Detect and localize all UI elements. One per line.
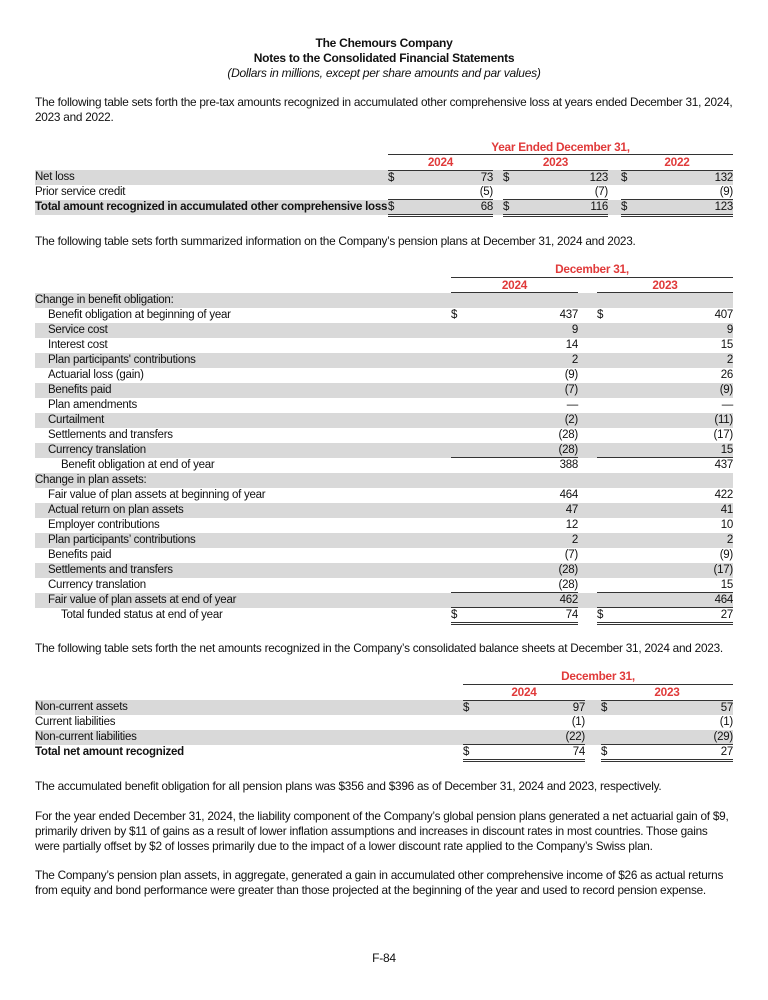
table-row <box>35 353 733 368</box>
value-cell-2023: — <box>721 399 733 411</box>
row-label: Non-current liabilities <box>35 731 137 743</box>
table-row <box>35 383 733 398</box>
value-cell-2023: (11) <box>714 414 733 426</box>
table-row <box>35 413 733 428</box>
value-cell-2023: (9) <box>719 549 733 561</box>
value-cell-2023: 15 <box>597 443 733 458</box>
value-cell-2023: 422 <box>714 489 733 501</box>
aoci-year-2023: 2023 <box>542 155 569 169</box>
value-cell-2023: $ 27 <box>597 608 733 625</box>
row-label: Benefit obligation at beginning of year <box>48 309 231 321</box>
value-cell-2024: (28) <box>558 564 578 576</box>
row-label: Settlements and transfers <box>48 429 173 441</box>
table-row <box>35 593 733 608</box>
page-title: Notes to the Consolidated Financial Statements <box>253 51 515 65</box>
row-label: Current liabilities <box>35 716 116 728</box>
row-label: Benefits paid <box>48 384 112 396</box>
value-cell-2024: 388 <box>559 459 578 471</box>
divider <box>463 684 733 685</box>
row-label: Prior service credit <box>35 186 126 198</box>
value-cell-2023: 2 <box>726 534 733 546</box>
table-row <box>35 368 733 383</box>
value-cell-2024: (28) <box>451 578 578 593</box>
value-cell-2024: 12 <box>565 519 578 531</box>
row-label: Interest cost <box>48 339 108 351</box>
aoci-year-2024: 2024 <box>427 155 454 169</box>
row-label: Currency translation <box>48 579 146 591</box>
value-cell-2023: (17) <box>713 564 733 576</box>
value-cell-2024: 2 <box>571 534 578 546</box>
value-cell-2023: 10 <box>720 519 733 531</box>
value-cell-2024: 47 <box>565 504 578 516</box>
actuarial-gain-paragraph: For the year ended December 31, 2024, the liability component of the Company’s global pension plans generated a net actuarial gain of $9, primarily driven by $11 of gains as a result of lower inflation assumptions and increases in discount rates in most countries. Those gains were partially offset by $2 of losses primarily due to the impact of a lower discount rate applied to the Company’s Swiss plan. <box>35 809 729 853</box>
table-row: Non-current assets $ 97 $ 57 <box>35 701 733 714</box>
table-row <box>35 443 733 458</box>
units-note: (Dollars in millions, except per share amounts and par values) <box>227 66 541 80</box>
value-cell-2023: 15 <box>720 339 733 351</box>
table-row-total: Total amount recognized in accumulated other comprehensive loss $ 68 $ 116 $ 123 <box>35 200 733 215</box>
value-cell-2024: 14 <box>565 339 578 351</box>
value-cell-2023: 26 <box>720 369 733 381</box>
table-row <box>35 428 733 443</box>
table-row: Current liabilities (1) (1) <box>35 716 733 728</box>
value-cell-2024: — <box>566 399 578 411</box>
table-row: Non-current liabilities (22) (29) <box>35 731 733 743</box>
row-label: Actuarial loss (gain) <box>48 369 144 381</box>
row-label: Fair value of plan assets at beginning of year <box>48 489 266 501</box>
pension-period-header: December 31, <box>555 262 629 276</box>
value-cell-2024: (9) <box>564 369 578 381</box>
table-row: Prior service credit (5) (7) (9) <box>35 186 733 198</box>
table-row <box>35 563 733 578</box>
divider <box>451 277 733 278</box>
row-label: Benefit obligation at end of year <box>61 459 215 471</box>
value-cell-2024: 464 <box>559 489 578 501</box>
pension-intro: The following table sets forth summarized information on the Company’s pension plans at December 31, 2024 and 2023. <box>35 234 636 248</box>
row-label: Curtailment <box>48 414 105 426</box>
value-cell-2023: (9) <box>719 384 733 396</box>
value-cell-2024: (7) <box>564 384 578 396</box>
row-label: Non-current assets <box>35 701 128 713</box>
value-cell-2023: 9 <box>726 324 733 336</box>
balance-intro: The following table sets forth the net amounts recognized in the Company’s consolidated balance sheets at December 31, 2024 and 2023. <box>35 641 723 655</box>
table-row <box>35 398 733 413</box>
aoci-intro: The following table sets forth the pre-tax amounts recognized in accumulated other comprehensive loss at years ended December 31, 2024, 2023 and 2022. <box>35 95 733 124</box>
row-label: Employer contributions <box>48 519 160 531</box>
balance-year-2023: 2023 <box>654 685 680 699</box>
pension-year-2023: 2023 <box>652 278 678 292</box>
table-row <box>35 548 733 563</box>
table-row <box>35 518 733 533</box>
row-label: Settlements and transfers <box>48 564 173 576</box>
table-row <box>35 338 733 353</box>
plan-assets-paragraph: The Company’s pension plan assets, in aggregate, generated a gain in accumulated other comprehensive income of $26 as actual returns from equity and bond performance were greater than those projected at the beginning of the year and used to record pension expense. <box>35 868 724 897</box>
table-row-total: Total net amount recognized $ 74 $ 27 <box>35 745 733 760</box>
table-row <box>35 488 733 503</box>
value-cell-2024: $ 74 <box>451 608 578 625</box>
value-cell-2023: 15 <box>597 578 733 593</box>
value-cell-2024: (28) <box>451 443 578 458</box>
balance-period-header: December 31, <box>561 669 635 683</box>
value-cell-2023: (17) <box>713 429 733 441</box>
row-label: Plan amendments <box>48 399 137 411</box>
company-name: The Chemours Company <box>315 36 453 50</box>
row-label: Fair value of plan assets at end of year <box>48 594 237 606</box>
table-row <box>35 458 733 473</box>
value-cell-2024: (2) <box>564 414 578 426</box>
row-label: Benefits paid <box>48 549 112 561</box>
value-cell-2024: 2 <box>571 354 578 366</box>
value-cell-2023: 41 <box>720 504 733 516</box>
row-label: Service cost <box>48 324 108 336</box>
value-cell-2024: 9 <box>571 324 578 336</box>
value-cell-2024: (28) <box>558 429 578 441</box>
aoci-period-header: Year Ended December 31, <box>491 140 630 154</box>
balance-year-2024: 2024 <box>511 685 537 699</box>
value-cell-2024: (7) <box>564 549 578 561</box>
value-cell-2023: 2 <box>726 354 733 366</box>
value-cell-2023: 437 <box>714 459 733 471</box>
row-label: Net loss <box>35 171 75 183</box>
table-row <box>35 608 733 623</box>
value-cell-2023: 464 <box>597 593 733 608</box>
section-header-assets: Change in plan assets: <box>35 473 733 488</box>
table-row <box>35 503 733 518</box>
table-row <box>35 323 733 338</box>
row-label: Actual return on plan assets <box>48 504 184 516</box>
table-row <box>35 578 733 593</box>
table-row <box>35 533 733 548</box>
pension-year-2024: 2024 <box>501 278 528 292</box>
row-label: Total funded status at end of year <box>61 609 223 621</box>
value-cell-2024: 462 <box>451 593 578 608</box>
value-cell-2023: $ 407 <box>597 309 733 321</box>
abo-paragraph: The accumulated benefit obligation for all pension plans was $356 and $396 as of December 31, 2024 and 2023, respectively. <box>35 779 662 793</box>
page-number: F-84 <box>372 951 396 965</box>
row-label: Total amount recognized in accumulated other comprehensive loss <box>35 201 388 213</box>
row-label: Plan participants' contributions <box>48 354 196 366</box>
row-label: Currency translation <box>48 444 146 456</box>
value-cell-2024: $ 437 <box>451 309 578 321</box>
aoci-year-2022: 2022 <box>664 155 690 169</box>
table-row: Net loss $ 73 $ 123 $ 132 <box>35 171 733 184</box>
row-label: Plan participants’ contributions <box>48 534 196 546</box>
section-header-obligation: Change in benefit obligation: <box>35 293 733 308</box>
row-label: Total net amount recognized <box>35 746 184 758</box>
table-row <box>35 308 733 323</box>
